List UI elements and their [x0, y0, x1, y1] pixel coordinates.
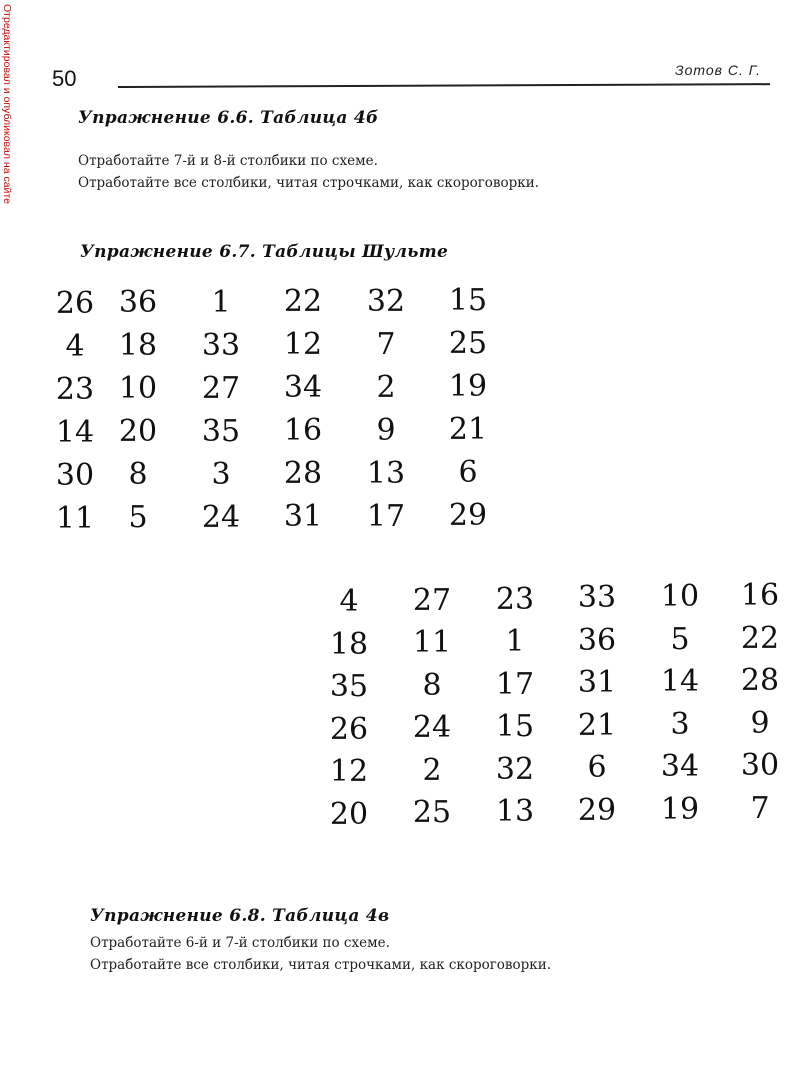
table-cell: 2 [422, 752, 442, 788]
table-cell: 9 [750, 705, 770, 741]
running-head-author: Зотов С. Г. [675, 62, 761, 78]
table-cell: 35 [201, 413, 241, 449]
table-cell: 26 [55, 286, 95, 321]
page-number: 50 [52, 66, 77, 91]
table-cell: 3 [211, 456, 231, 492]
table-cell: 16 [283, 413, 323, 449]
table-cell: 7 [750, 790, 770, 826]
table-cell: 25 [448, 326, 488, 361]
table-cell: 10 [660, 579, 700, 615]
table-cell: 10 [118, 371, 158, 407]
table-cell: 26 [329, 711, 369, 747]
table-cell: 4 [339, 584, 359, 619]
exercise-6-6-heading: Упражнение 6.6. Таблица 4б [78, 108, 379, 128]
instruction-line: Отработайте 7-й и 8-й столбики по схеме. [78, 153, 378, 169]
table-cell: 5 [670, 621, 690, 657]
table-cell: 15 [448, 283, 488, 318]
table-cell: 27 [201, 370, 241, 406]
table-cell: 22 [283, 284, 323, 320]
exercise-6-8-instructions [90, 932, 551, 976]
table-cell: 19 [660, 791, 700, 827]
table-cell: 34 [660, 749, 700, 785]
publisher-side-note: Отредактировал и опубликовал на сайте [1, 4, 13, 204]
exercise-6-8-heading: Упражнение 6.8. Таблица 4в [90, 906, 390, 926]
table-cell: 11 [412, 625, 452, 661]
exercise-6-7-heading: Упражнение 6.7. Таблицы Шульте [80, 242, 449, 262]
table-cell: 20 [329, 796, 369, 832]
table-cell: 4 [65, 329, 85, 364]
table-cell: 16 [740, 578, 780, 613]
table-cell: 6 [587, 750, 607, 786]
table-cell: 33 [201, 327, 241, 363]
table-cell: 1 [211, 284, 231, 320]
instruction-line: Отработайте 6-й и 7-й столбики по схеме. [90, 935, 390, 951]
header-rule [118, 83, 770, 88]
table-cell: 30 [740, 748, 780, 783]
table-cell: 21 [577, 707, 617, 743]
instruction-line: Отработайте все столбики, читая строчками, как скороговорки. [78, 175, 540, 191]
table-cell: 28 [740, 663, 780, 698]
table-cell: 35 [329, 669, 369, 704]
table-cell: 15 [495, 709, 535, 745]
table-cell: 27 [412, 582, 452, 618]
table-cell: 14 [55, 415, 95, 450]
table-cell: 8 [128, 457, 148, 493]
table-cell: 21 [448, 412, 488, 447]
table-cell: 32 [495, 751, 535, 787]
table-cell: 17 [366, 498, 406, 534]
table-cell: 33 [577, 580, 617, 616]
table-cell: 8 [422, 667, 442, 703]
table-cell: 34 [283, 370, 323, 406]
table-cell: 29 [448, 498, 488, 533]
table-cell: 25 [412, 795, 452, 831]
table-cell: 20 [118, 414, 158, 450]
table-cell: 29 [577, 792, 617, 828]
table-cell: 3 [670, 706, 690, 742]
table-cell: 30 [55, 458, 95, 493]
table-cell: 23 [55, 372, 95, 407]
table-cell: 7 [376, 326, 396, 362]
table-cell: 6 [458, 455, 478, 490]
table-cell: 32 [366, 283, 406, 319]
table-cell: 19 [448, 369, 488, 404]
table-cell: 9 [376, 412, 396, 448]
table-cell: 24 [201, 499, 241, 535]
table-cell: 12 [329, 754, 369, 789]
exercise-6-6-instructions [78, 150, 539, 194]
table-cell: 5 [128, 500, 148, 536]
table-cell: 36 [118, 285, 158, 321]
table-cell: 18 [329, 626, 369, 662]
table-cell: 31 [577, 665, 617, 701]
table-cell: 14 [660, 664, 700, 700]
table-cell: 31 [283, 499, 323, 535]
table-cell: 24 [412, 710, 452, 746]
table-cell: 12 [283, 327, 323, 363]
table-cell: 22 [740, 620, 780, 656]
table-cell: 36 [577, 622, 617, 658]
table-cell: 17 [495, 666, 535, 702]
table-cell: 1 [505, 624, 525, 660]
table-cell: 13 [495, 794, 535, 830]
table-cell: 2 [376, 369, 396, 405]
instruction-line: Отработайте все столбики, читая строчками, как скороговорки. [90, 957, 552, 973]
table-cell: 23 [495, 581, 535, 617]
table-cell: 18 [118, 328, 158, 364]
table-cell: 11 [55, 501, 95, 536]
table-cell: 13 [366, 455, 406, 491]
table-cell: 28 [283, 456, 323, 492]
